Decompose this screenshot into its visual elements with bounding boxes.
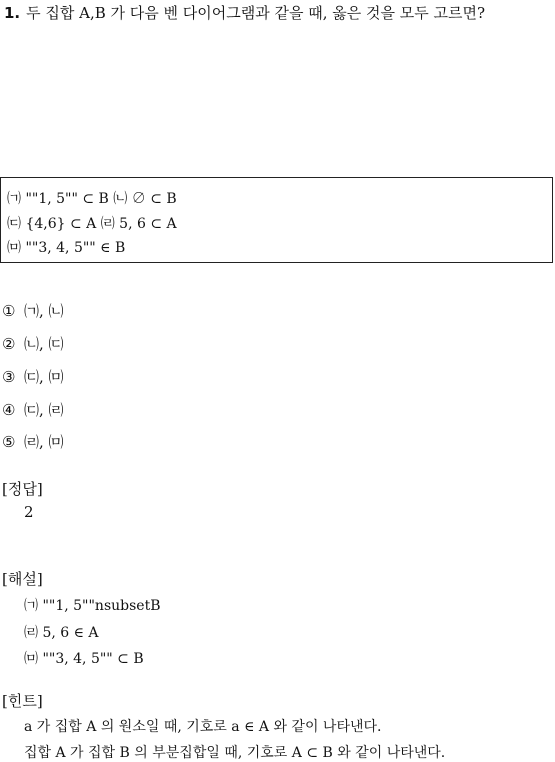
- statement-line: ㈂ {4,6} ⊂ A ㈃ 5, 6 ⊂ A: [7, 216, 177, 232]
- choice-4[interactable]: [2, 399, 64, 420]
- choice-mark: ②: [2, 335, 16, 353]
- hint-title: [힌트]: [2, 692, 43, 710]
- choice-mark: ③: [2, 368, 16, 386]
- explanation-line: ㈄ ""3, 4, 5"" ⊂ B: [24, 651, 144, 667]
- hint-line: a 가 집합 A 의 원소일 때, 기호로 a ∈ A 와 같이 나타낸다.: [24, 719, 382, 735]
- explanation-line: ㈃ 5, 6 ∈ A: [24, 625, 99, 641]
- explanation-line: ㈀ ""1, 5""nsubsetB: [24, 598, 161, 614]
- hint-line: 집합 A 가 집합 B 의 부분집합일 때, 기호로 A ⊂ B 와 같이 나타낸다.: [24, 745, 446, 761]
- choice-5[interactable]: [2, 431, 64, 452]
- choice-3[interactable]: [2, 366, 64, 387]
- statement-line: ㈀ ""1, 5"" ⊂ B ㈁ ∅ ⊂ B: [7, 191, 177, 207]
- choice-text: ㈃, ㈄: [24, 433, 64, 451]
- statement-line: ㈄ ""3, 4, 5"" ∈ B: [7, 240, 126, 256]
- choice-mark: ⑤: [2, 433, 16, 451]
- statements-box: [0, 177, 553, 263]
- question: [4, 2, 485, 23]
- choice-2[interactable]: [2, 333, 64, 354]
- explanation-title: [해설]: [2, 570, 43, 588]
- answer-title: [정답]: [2, 480, 43, 498]
- choice-text: ㈂, ㈄: [24, 368, 64, 386]
- question-text: 두 집합 A,B 가 다음 벤 다이어그램과 같을 때, 옳은 것을 모두 고르면?: [26, 4, 486, 22]
- choice-text: ㈂, ㈃: [24, 401, 64, 419]
- question-number: 1.: [4, 4, 21, 22]
- choice-text: ㈀, ㈁: [24, 302, 64, 320]
- choice-1[interactable]: [2, 300, 64, 321]
- choice-mark: ①: [2, 302, 16, 320]
- choice-mark: ④: [2, 401, 16, 419]
- answer-value: 2: [24, 503, 34, 521]
- choice-text: ㈁, ㈂: [24, 335, 64, 353]
